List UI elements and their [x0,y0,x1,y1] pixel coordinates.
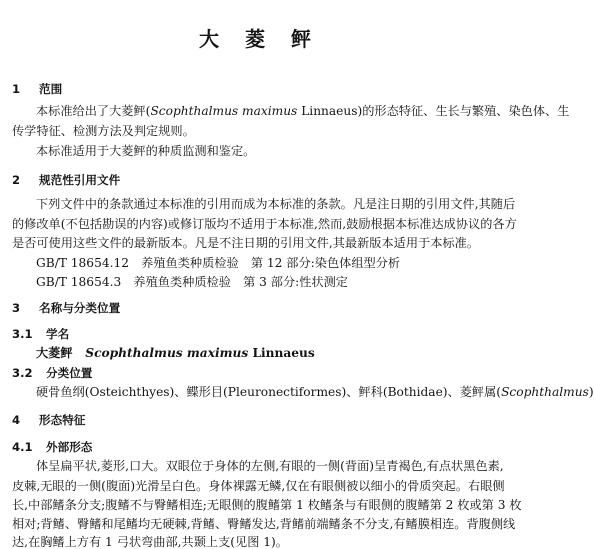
subsection-4-1-heading [12,440,92,454]
section-1-heading [12,82,62,96]
paragraph-line: 本标准适用于大菱鲆的种质监测和鉴定。 [36,144,256,158]
paragraph-line: 下列文件中的条款通过本标准的引用而成为本标准的条款。凡是注日期的引用文件,其随后 [36,197,516,211]
paragraph-line: 是否可使用这些文件的最新版本。凡是不注日期的引用文件,其最新版本适用于本标准。 [12,236,479,250]
text: 本标准给出了大菱鲆( [36,104,151,118]
paragraph-line: 达,在胸鳍上方有 1 弓状弯曲部,共颞上支(见图 1)。 [12,535,288,549]
section-number: 4 [12,413,21,427]
subsection-3-2-heading [12,366,92,380]
classification-line [36,385,594,399]
latin-name: Scophthalmus [501,385,589,399]
paragraph-line: 长,中部鳍条分支;腹鳍不与臀鳍相连;无眼侧的腹鳍第 1 枚鳍条与有眼侧的腹鳍第 2 枚或第 3 枚 [12,498,522,512]
subsection-number: 3.2 [12,366,33,380]
section-title: 规范性引用文件 [39,173,121,187]
paragraph-line: 皮棘,无眼的一侧(腹面)光滑呈白色。身体裸露无鳞,仅在有眼侧被以细小的骨质突起。右眼侧 [12,479,505,493]
paragraph-line [36,104,569,118]
section-title: 范围 [39,82,63,96]
subsection-title: 外部形态 [46,440,93,454]
subsection-number: 3.1 [12,327,33,341]
latin-name: Scophthalmus maximus [85,346,249,360]
text: 硬骨鱼纲(Osteichthyes)、鲽形目(Pleuronectiformes)、鲆科(Bothidae)、菱鲆属( [36,385,502,399]
text: Linnaeus)的形态特征、生长与繁殖、染色体、生 [297,104,570,118]
reference-item: GB/T 18654.3 养殖鱼类种质检验 第 3 部分:性状测定 [36,275,348,289]
section-number: 3 [12,301,21,315]
subsection-title: 分类位置 [46,366,93,380]
section-4-heading [12,413,85,427]
author-name: Linnaeus [252,346,315,360]
section-title: 形态特征 [39,413,86,427]
latin-name: Scophthalmus maximus [150,104,298,118]
subsection-3-1-heading [12,327,69,341]
section-number: 1 [12,82,21,96]
scientific-name-line [36,346,315,360]
paragraph-line: 相对;背鳍、臀鳍和尾鳍均无硬棘,背鳍、臀鳍发达,背鳍前端鳍条不分支,有鳍膜相连。背腹侧线 [12,517,516,531]
text: ) [588,385,594,399]
paragraph-line: 传学特征、检测方法及判定规则。 [12,124,195,138]
chinese-name: 大菱鲆 [36,346,73,360]
section-2-heading [12,173,120,187]
section-title: 名称与分类位置 [39,301,121,315]
page-title: 大菱鲆 [199,27,337,51]
subsection-number: 4.1 [12,440,33,454]
reference-item: GB/T 18654.12 养殖鱼类种质检验 第 12 部分:染色体组型分析 [36,256,401,270]
section-number: 2 [12,173,21,187]
section-3-heading [12,301,120,315]
subsection-title: 学名 [46,327,70,341]
paragraph-line: 体呈扁平状,菱形,口大。双眼位于身体的左侧,有眼的一侧(背面)呈青褐色,有点状黑色素, [36,459,504,473]
paragraph-line: 的修改单(不包括勘误的内容)或修订版均不适用于本标准,然而,鼓励根据本标准达成协议的各方 [12,217,517,231]
